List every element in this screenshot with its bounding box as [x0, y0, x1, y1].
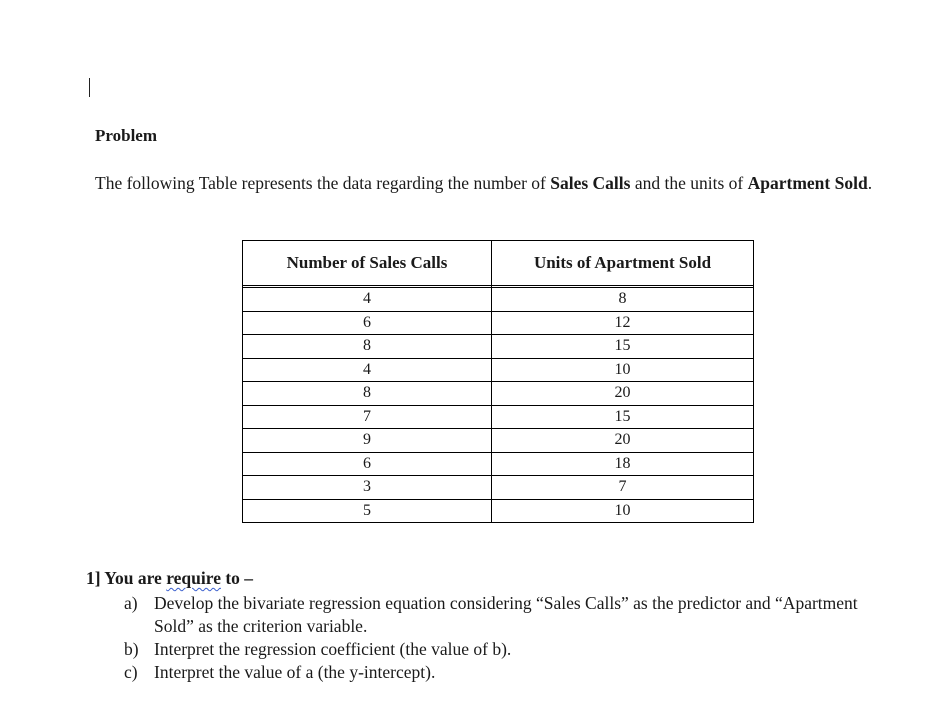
list-marker: c) [124, 662, 138, 682]
sales-calls-cell: 4 [243, 288, 492, 312]
header-apartment-sold: Units of Apartment Sold [492, 241, 754, 286]
list-item [124, 638, 884, 661]
apartment-sold-cell: 7 [492, 476, 754, 500]
list-item-text: Interpret the regression coefficient (the value of b). [154, 639, 512, 659]
table-row [243, 311, 754, 335]
sales-calls-cell: 6 [243, 311, 492, 335]
list-item-text: Develop the bivariate regression equation considering “Sales Calls” as the predictor and “Apartment Sold” as the criterion variable. [154, 593, 858, 636]
sales-calls-cell: 6 [243, 452, 492, 476]
data-table [242, 240, 754, 523]
sales-calls-cell: 7 [243, 405, 492, 429]
table-row [243, 429, 754, 453]
apartment-sold-cell: 10 [492, 358, 754, 382]
problem-heading: Problem [95, 126, 158, 145]
spellcheck-flagged-word[interactable]: require [166, 568, 221, 588]
intro-bold-sales-calls: Sales Calls [550, 173, 631, 193]
task-list [124, 592, 884, 684]
sales-calls-cell: 3 [243, 476, 492, 500]
header-sales-calls: Number of Sales Calls [243, 241, 492, 286]
table-row [243, 382, 754, 406]
list-item-text: Interpret the value of a (the y-intercept). [154, 662, 436, 682]
apartment-sold-cell: 8 [492, 288, 754, 312]
apartment-sold-cell: 15 [492, 405, 754, 429]
task-title-prefix: 1] You are [86, 568, 167, 588]
table-row [243, 499, 754, 523]
apartment-sold-cell: 20 [492, 382, 754, 406]
apartment-sold-cell: 12 [492, 311, 754, 335]
sales-calls-cell: 8 [243, 335, 492, 359]
table-row [243, 288, 754, 312]
table-row [243, 405, 754, 429]
intro-text-1: The following Table represents the data regarding the number of [95, 173, 551, 193]
task-title-suffix: to – [220, 568, 254, 588]
sales-calls-cell: 9 [243, 429, 492, 453]
intro-text-2: and the units of [630, 173, 748, 193]
list-item [124, 661, 884, 684]
apartment-sold-cell: 15 [492, 335, 754, 359]
intro-paragraph [95, 172, 875, 195]
sales-calls-cell: 4 [243, 358, 492, 382]
apartment-sold-cell: 10 [492, 499, 754, 523]
table-row [243, 476, 754, 500]
list-marker: b) [124, 639, 139, 659]
intro-bold-apartment-sold: Apartment Sold [747, 173, 868, 193]
sales-calls-cell: 8 [243, 382, 492, 406]
table-row [243, 452, 754, 476]
intro-text-3: . [867, 173, 873, 193]
apartment-sold-cell: 20 [492, 429, 754, 453]
list-marker: a) [124, 593, 138, 613]
text-cursor [89, 78, 90, 97]
task-title [86, 568, 253, 589]
sales-calls-cell: 5 [243, 499, 492, 523]
table-row [243, 358, 754, 382]
apartment-sold-cell: 18 [492, 452, 754, 476]
table-row [243, 335, 754, 359]
list-item [124, 592, 884, 638]
table-header-row [243, 241, 754, 286]
